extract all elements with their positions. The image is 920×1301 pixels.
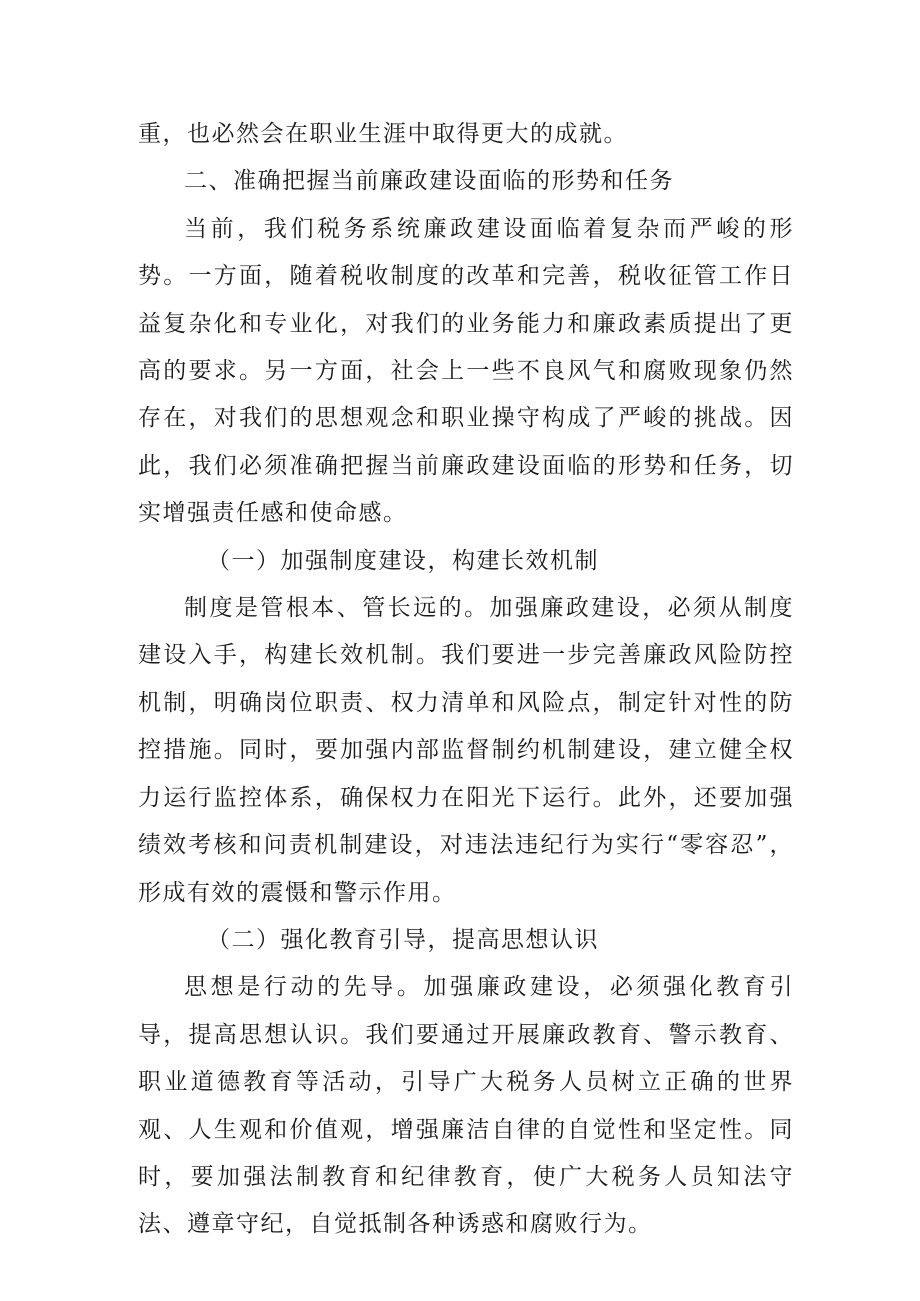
subsection-heading-2: （二）强化教育引导，提高思想认识 [207, 926, 599, 953]
document-body [138, 111, 794, 1249]
paragraph-continued: 重，也必然会在职业生涯中取得更大的成就。 [138, 121, 628, 147]
paragraph-education: 思想是行动的先导。加强廉政建设，必须强化教育引导，提高思想认识。我们要通过开展廉政教育、警示教育、职业道德教育等活动，引导广大税务人员树立正确的世界观、人生观和价值观，增强廉洁自律的自觉性和坚定性。同时，要加强法制教育和纪律教育，使广大税务人员知法守法、遵章守纪，自觉抵制各种诱惑和腐败行为。 [138, 974, 794, 1238]
paragraph-institution: 制度是管根本、管长远的。加强廉政建设，必须从制度建设入手，构建长效机制。我们要进一步完善廉政风险防控机制，明确岗位职责、权力清单和风险点，制定针对性的防控措施。同时，要加强内部监督制约机制建设，建立健全权力运行监控体系，确保权力在阳光下运行。此外，还要加强绩效考核和问责机制建设，对违法违纪行为实行“零容忍”，形成有效的震慑和警示作用。 [138, 595, 794, 906]
subsection-heading-1: （一）加强制度建设，构建长效机制 [207, 547, 599, 574]
paragraph-situation: 当前，我们税务系统廉政建设面临着复杂而严峻的形势。一方面，随着税收制度的改革和完善，税收征管工作日益复杂化和专业化，对我们的业务能力和廉政素质提出了更高的要求。另一方面，社会上一些不良风气和腐败现象仍然存在，对我们的思想观念和职业操守构成了严峻的挑战。因此，我们必须准确把握当前廉政建设面临的形势和任务，切实增强责任感和使命感。 [138, 215, 794, 527]
section-heading-2: 二、准确把握当前廉政建设面临的形势和任务 [184, 168, 674, 195]
